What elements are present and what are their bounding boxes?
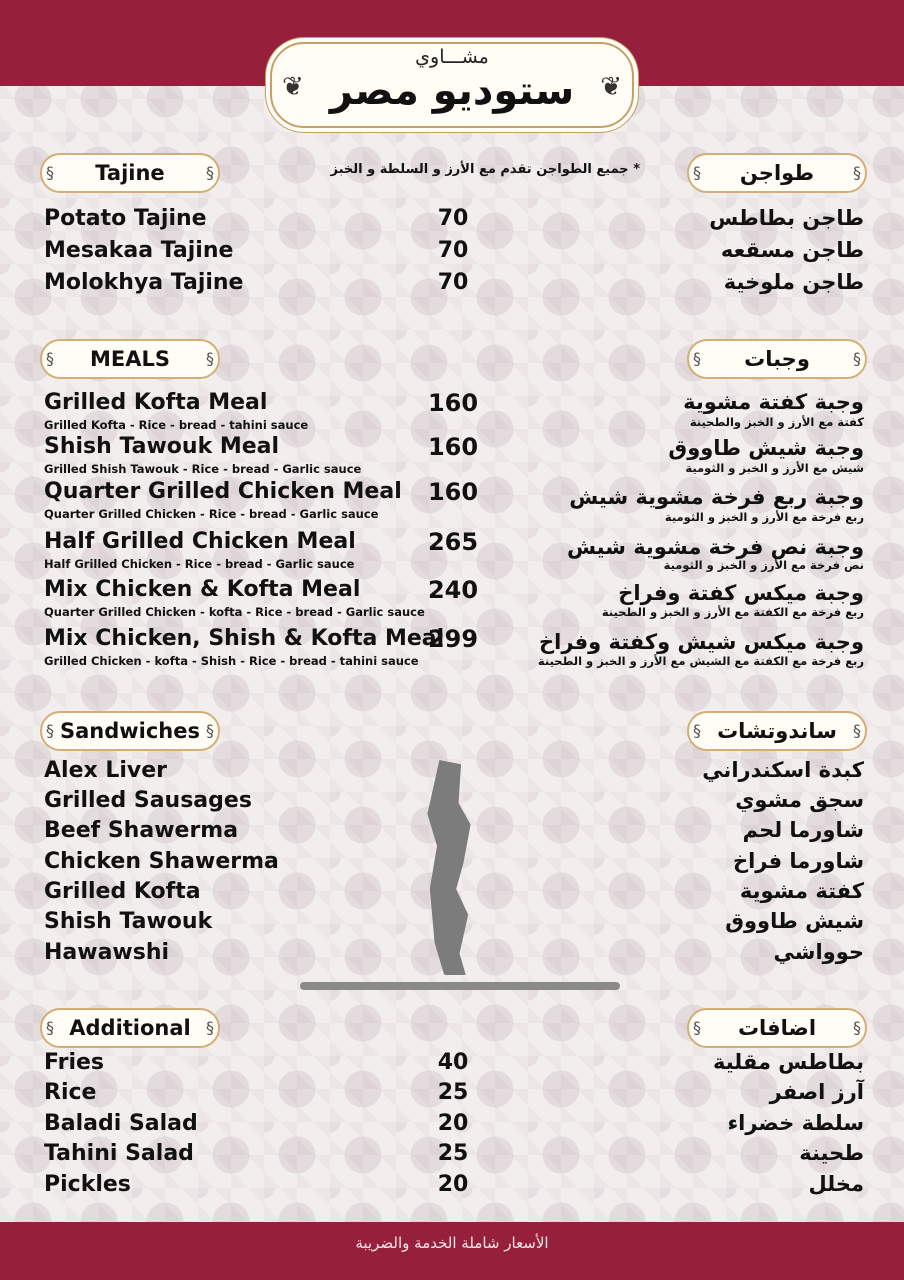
item-name-en: Half Grilled Chicken Meal xyxy=(44,529,356,554)
brand-name: ستوديو مصر xyxy=(329,68,575,114)
item-name-ar: شاورما لحم xyxy=(742,818,864,842)
item-name-ar: طاجن بطاطس xyxy=(709,206,864,230)
item-name-en: Pickles xyxy=(44,1172,131,1197)
item-price: 20 xyxy=(437,1111,469,1136)
item-name-ar: كبدة اسكندراني xyxy=(702,758,864,782)
item-name-ar: كفتة مشوية xyxy=(739,879,864,903)
curl-icon: § xyxy=(853,349,861,368)
item-name-en: Quarter Grilled Chicken Meal xyxy=(44,479,402,504)
tajine-note: * جميع الطواجن تقدم مع الأرز و السلطة و الخبز xyxy=(330,162,640,177)
item-name-ar: شاورما فراخ xyxy=(732,849,864,873)
curl-icon: § xyxy=(206,163,214,182)
redaction-line xyxy=(300,982,620,990)
curl-icon: § xyxy=(206,721,214,740)
item-name-en: Alex Liver xyxy=(44,758,168,783)
item-price: 25 xyxy=(437,1080,469,1105)
item-name-ar: مخلل xyxy=(808,1172,864,1196)
section-title: Tajine xyxy=(95,161,165,185)
item-name-ar: بطاطس مقلية xyxy=(713,1050,864,1074)
section-badge-additional-ar xyxy=(687,1008,867,1048)
curl-icon: § xyxy=(46,721,54,740)
item-price: 160 xyxy=(427,478,479,506)
redaction-mark xyxy=(425,760,473,975)
item-desc-ar: ربع فرخة مع الكفتة مع الأرز و الخبز و الطحينة xyxy=(601,605,864,619)
item-price: 70 xyxy=(437,206,469,231)
item-name-en: Fries xyxy=(44,1050,105,1075)
item-name-en: Molokhya Tajine xyxy=(44,270,244,295)
curl-icon: § xyxy=(853,721,861,740)
item-name-en: Shish Tawouk xyxy=(44,909,213,934)
item-name-en: Mesakaa Tajine xyxy=(44,238,234,263)
item-name-ar: سجق مشوي xyxy=(735,788,864,812)
item-name-en: Grilled Kofta xyxy=(44,879,201,904)
curl-icon: § xyxy=(206,349,214,368)
item-desc-en: Quarter Grilled Chicken - Rice - bread - Garlic sauce xyxy=(44,507,379,521)
item-name-ar: وجبة ميكس شيش وكفتة وفراخ xyxy=(538,630,864,654)
item-name-ar: حوواشي xyxy=(773,940,864,964)
item-name-ar: طاجن ملوخية xyxy=(723,270,864,294)
item-price: 40 xyxy=(437,1050,469,1075)
item-name-en: Shish Tawouk Meal xyxy=(44,434,280,459)
section-title: Sandwiches xyxy=(59,719,201,743)
item-name-en: Rice xyxy=(44,1080,97,1105)
item-price: 299 xyxy=(427,625,479,653)
curl-icon: § xyxy=(46,1018,54,1037)
section-title: Additional xyxy=(69,1016,191,1040)
section-title: طواجن xyxy=(739,161,815,185)
section-badge-additional-en xyxy=(40,1008,220,1048)
item-desc-en: Grilled Chicken - kofta - Shish - Rice - bread - tahini sauce xyxy=(44,654,419,668)
item-name-en: Grilled Sausages xyxy=(44,788,252,813)
item-price: 160 xyxy=(427,389,479,417)
curl-icon: § xyxy=(693,1018,701,1037)
item-desc-ar: ربع فرخة مع الكفتة مع الشيش مع الأرز و الخبز و الطحينة xyxy=(537,654,864,668)
item-price: 70 xyxy=(437,238,469,263)
item-price: 70 xyxy=(437,270,469,295)
item-name-ar: شيش طاووق xyxy=(725,909,864,933)
item-name-en: Baladi Salad xyxy=(44,1111,198,1136)
item-name-ar: وجبة ميكس كفتة وفراخ xyxy=(618,581,864,605)
item-name-en: Hawawshi xyxy=(44,940,170,965)
section-badge-meals-ar xyxy=(687,339,867,379)
item-name-ar: وجبة كفتة مشوية xyxy=(683,390,864,414)
section-badge-meals-en xyxy=(40,339,220,379)
item-price: 160 xyxy=(427,433,479,461)
item-price: 265 xyxy=(427,528,479,556)
brand-top-text: مشـــاوي xyxy=(415,46,489,68)
curl-icon: § xyxy=(693,721,701,740)
curl-icon: § xyxy=(853,1018,861,1037)
section-badge-sandwiches-ar xyxy=(687,711,867,751)
item-desc-ar: نص فرخة مع الأرز و الخبز و الثومية xyxy=(663,558,864,572)
curl-icon: § xyxy=(46,349,54,368)
section-badge-tajine-en xyxy=(40,153,220,193)
ornament-right-icon: ❦ xyxy=(600,72,622,102)
section-badge-sandwiches-en xyxy=(40,711,220,751)
item-desc-ar: ربع فرخة مع الأرز و الخبز و الثومية xyxy=(664,510,864,524)
item-name-en: Grilled Kofta Meal xyxy=(44,390,268,415)
item-name-en: Mix Chicken & Kofta Meal xyxy=(44,577,361,602)
item-name-ar: طاجن مسقعه xyxy=(720,238,864,262)
item-name-en: Tahini Salad xyxy=(44,1141,194,1166)
item-name-ar: آرز اصفر xyxy=(769,1080,864,1104)
item-name-en: Beef Shawerma xyxy=(44,818,239,843)
curl-icon: § xyxy=(693,163,701,182)
item-name-ar: سلطة خضراء xyxy=(727,1111,864,1135)
item-name-en: Mix Chicken, Shish & Kofta Meal xyxy=(44,626,445,651)
section-badge-tajine-ar xyxy=(687,153,867,193)
item-desc-ar: كفتة مع الأرز و الخبز والطحينة xyxy=(689,415,864,429)
item-desc-en: Half Grilled Chicken - Rice - bread - Garlic sauce xyxy=(44,557,355,571)
item-name-ar: وجبة نص فرخة مشوية شيش xyxy=(566,535,864,559)
item-name-en: Potato Tajine xyxy=(44,206,207,231)
item-name-en: Chicken Shawerma xyxy=(44,849,279,874)
item-price: 25 xyxy=(437,1141,469,1166)
section-title: MEALS xyxy=(89,347,170,371)
curl-icon: § xyxy=(853,163,861,182)
item-desc-en: Quarter Grilled Chicken - kofta - Rice - bread - Garlic sauce xyxy=(44,605,425,619)
item-desc-ar: شيش مع الأرز و الخبز و الثومية xyxy=(685,461,864,475)
brand-logo xyxy=(270,42,634,128)
item-name-ar: طحينة xyxy=(799,1141,864,1165)
section-title: وجبات xyxy=(744,347,810,371)
curl-icon: § xyxy=(206,1018,214,1037)
item-price: 20 xyxy=(437,1172,469,1197)
item-name-ar: وجبة ربع فرخة مشوية شيش xyxy=(569,485,864,509)
ornament-left-icon: ❦ xyxy=(282,72,304,102)
curl-icon: § xyxy=(693,349,701,368)
item-name-ar: وجبة شيش طاووق xyxy=(668,436,864,460)
item-desc-en: Grilled Kofta - Rice - bread - tahini sauce xyxy=(44,418,309,432)
section-title: ساندوتشات xyxy=(717,719,837,743)
item-price: 240 xyxy=(427,576,479,604)
section-title: اضافات xyxy=(737,1016,817,1040)
item-desc-en: Grilled Shish Tawouk - Rice - bread - Garlic sauce xyxy=(44,462,362,476)
footer-note: الأسعار شاملة الخدمة والضريبة xyxy=(355,1234,549,1252)
curl-icon: § xyxy=(46,163,54,182)
